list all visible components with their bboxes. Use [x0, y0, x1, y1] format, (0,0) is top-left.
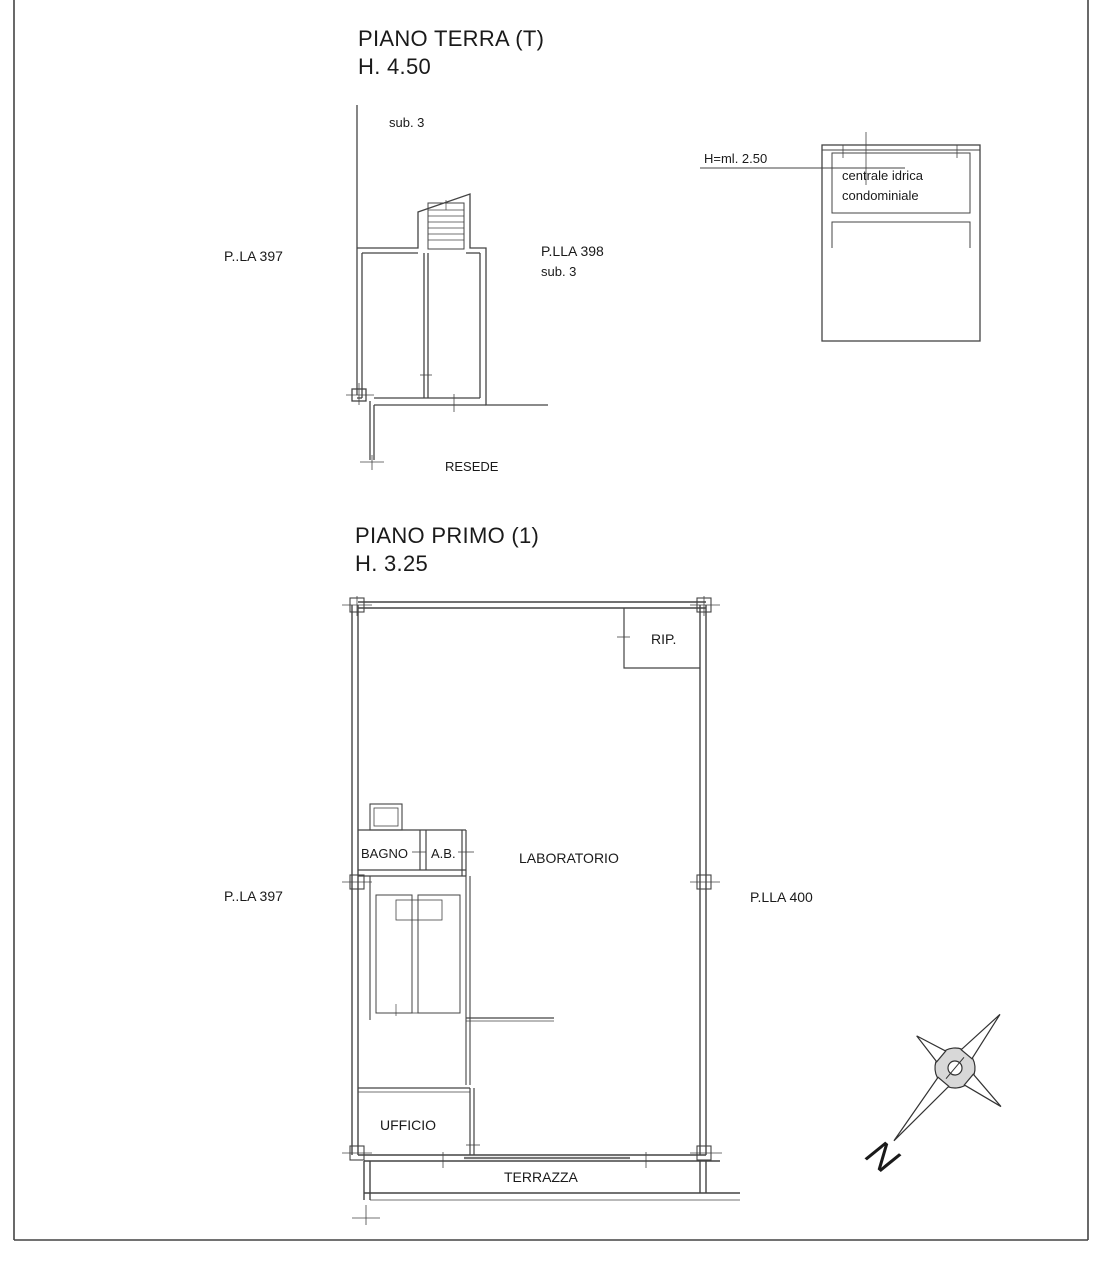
annex-height-label: H=ml. 2.50 — [704, 151, 768, 166]
ground-floor-plan — [346, 105, 548, 470]
room-label-storage: RIP. — [651, 631, 677, 647]
first-floor-height: H. 3.25 — [355, 551, 429, 576]
page-frame — [14, 0, 1088, 1240]
room-label-bathroom: BAGNO — [361, 846, 408, 861]
ground-floor-parcel-right-sub: sub. 3 — [541, 264, 577, 279]
room-label-workshop: LABORATORIO — [519, 850, 619, 866]
annex-label-line2: condominiale — [842, 188, 919, 203]
room-label-office: UFFICIO — [380, 1117, 436, 1133]
ground-floor-title: PIANO TERRA (T) — [358, 26, 545, 51]
ground-floor-parcel-right: P.LLA 398 — [541, 243, 604, 259]
ground-floor-sub-label: sub. 3 — [389, 115, 425, 130]
ground-floor-height: H. 4.50 — [358, 54, 432, 79]
annex-label-line1: centrale idrica — [842, 168, 923, 183]
room-label-terrace: TERRAZZA — [504, 1169, 578, 1185]
first-floor-title: PIANO PRIMO (1) — [355, 523, 540, 548]
yard-label: RESEDE — [445, 459, 499, 474]
north-letter: N — [857, 1132, 906, 1183]
first-floor-parcel-right: P.LLA 400 — [750, 889, 813, 905]
room-label-antibath: A.B. — [431, 846, 456, 861]
ground-floor-parcel-left: P..LA 397 — [224, 248, 283, 264]
first-floor-parcel-left: P..LA 397 — [224, 888, 283, 904]
